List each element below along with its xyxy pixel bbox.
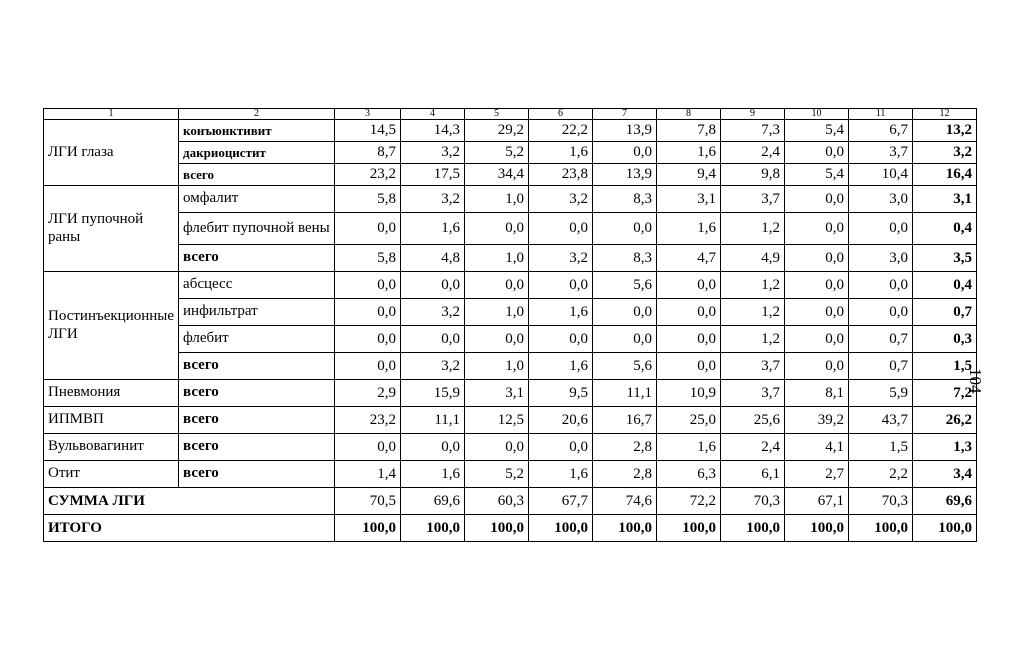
subcategory-label: всего <box>179 353 335 380</box>
value-cell: 2,8 <box>593 434 657 461</box>
value-cell: 3,5 <box>913 245 977 272</box>
value-cell: 4,7 <box>657 245 721 272</box>
subcategory-label: флебит пупочной вены <box>179 213 335 245</box>
table-row <box>44 407 977 434</box>
value-cell: 7,8 <box>657 120 721 142</box>
value-cell: 0,0 <box>335 213 401 245</box>
value-cell: 0,0 <box>849 299 913 326</box>
value-cell: 0,0 <box>401 326 465 353</box>
value-cell: 23,2 <box>335 164 401 186</box>
value-cell: 3,2 <box>401 299 465 326</box>
value-cell: 100,0 <box>849 515 913 542</box>
value-cell: 1,0 <box>465 299 529 326</box>
value-cell: 5,8 <box>335 245 401 272</box>
value-cell: 17,5 <box>401 164 465 186</box>
value-cell: 70,5 <box>335 488 401 515</box>
value-cell: 16,7 <box>593 407 657 434</box>
value-cell: 3,2 <box>401 142 465 164</box>
value-cell: 0,0 <box>785 186 849 213</box>
value-cell: 4,9 <box>721 245 785 272</box>
value-cell: 1,0 <box>465 353 529 380</box>
value-cell: 0,4 <box>913 213 977 245</box>
value-cell: 5,9 <box>849 380 913 407</box>
value-cell: 9,4 <box>657 164 721 186</box>
value-cell: 22,2 <box>529 120 593 142</box>
value-cell: 0,0 <box>849 272 913 299</box>
value-cell: 60,3 <box>465 488 529 515</box>
column-number-1: 1 <box>44 109 179 120</box>
subcategory-label: всего <box>179 245 335 272</box>
column-number-12: 12 <box>913 109 977 120</box>
value-cell: 5,4 <box>785 164 849 186</box>
value-cell: 16,4 <box>913 164 977 186</box>
value-cell: 0,0 <box>401 272 465 299</box>
value-cell: 0,0 <box>785 299 849 326</box>
value-cell: 0,0 <box>335 353 401 380</box>
column-number-11: 11 <box>849 109 913 120</box>
value-cell: 39,2 <box>785 407 849 434</box>
value-cell: 6,3 <box>657 461 721 488</box>
value-cell: 8,3 <box>593 186 657 213</box>
value-cell: 2,4 <box>721 434 785 461</box>
value-cell: 3,2 <box>401 186 465 213</box>
value-cell: 100,0 <box>401 515 465 542</box>
value-cell: 0,0 <box>785 353 849 380</box>
value-cell: 13,9 <box>593 120 657 142</box>
value-cell: 0,0 <box>785 272 849 299</box>
total-row <box>44 515 977 542</box>
table-row <box>44 380 977 407</box>
value-cell: 0,0 <box>593 142 657 164</box>
value-cell: 1,5 <box>913 353 977 380</box>
column-number-3: 3 <box>335 109 401 120</box>
group-label: ЛГИ глаза <box>44 120 179 186</box>
value-cell: 69,6 <box>401 488 465 515</box>
subcategory-label: омфалит <box>179 186 335 213</box>
value-cell: 25,0 <box>657 407 721 434</box>
value-cell: 0,0 <box>529 272 593 299</box>
value-cell: 4,8 <box>401 245 465 272</box>
column-number-5: 5 <box>465 109 529 120</box>
value-cell: 3,7 <box>721 380 785 407</box>
subcategory-label: конъюнктивит <box>179 120 335 142</box>
column-number-8: 8 <box>657 109 721 120</box>
column-number-6: 6 <box>529 109 593 120</box>
value-cell: 3,4 <box>913 461 977 488</box>
subcategory-label: дакриоцистит <box>179 142 335 164</box>
group-label: Отит <box>44 461 179 488</box>
value-cell: 5,6 <box>593 353 657 380</box>
value-cell: 0,0 <box>465 326 529 353</box>
value-cell: 1,6 <box>401 213 465 245</box>
header-row <box>44 109 977 120</box>
value-cell: 1,6 <box>657 434 721 461</box>
value-cell: 100,0 <box>657 515 721 542</box>
value-cell: 0,0 <box>593 299 657 326</box>
value-cell: 0,0 <box>785 326 849 353</box>
value-cell: 0,0 <box>401 434 465 461</box>
value-cell: 0,4 <box>913 272 977 299</box>
table-row <box>44 299 977 326</box>
value-cell: 0,0 <box>465 213 529 245</box>
value-cell: 1,2 <box>721 299 785 326</box>
value-cell: 0,0 <box>785 245 849 272</box>
table-row <box>44 326 977 353</box>
value-cell: 3,7 <box>849 142 913 164</box>
value-cell: 0,3 <box>913 326 977 353</box>
group-label: ИПМВП <box>44 407 179 434</box>
value-cell: 0,7 <box>849 326 913 353</box>
value-cell: 23,2 <box>335 407 401 434</box>
value-cell: 100,0 <box>721 515 785 542</box>
value-cell: 100,0 <box>529 515 593 542</box>
value-cell: 70,3 <box>721 488 785 515</box>
value-cell: 29,2 <box>465 120 529 142</box>
column-number-10: 10 <box>785 109 849 120</box>
value-cell: 3,0 <box>849 245 913 272</box>
value-cell: 0,0 <box>785 142 849 164</box>
table-row <box>44 461 977 488</box>
value-cell: 43,7 <box>849 407 913 434</box>
value-cell: 1,4 <box>335 461 401 488</box>
value-cell: 3,0 <box>849 186 913 213</box>
value-cell: 3,7 <box>721 186 785 213</box>
subcategory-label: флебит <box>179 326 335 353</box>
table-row <box>44 164 977 186</box>
value-cell: 0,0 <box>785 213 849 245</box>
value-cell: 0,0 <box>529 326 593 353</box>
value-cell: 70,3 <box>849 488 913 515</box>
value-cell: 1,0 <box>465 186 529 213</box>
value-cell: 3,2 <box>913 142 977 164</box>
value-cell: 11,1 <box>401 407 465 434</box>
value-cell: 7,3 <box>721 120 785 142</box>
value-cell: 14,3 <box>401 120 465 142</box>
subcategory-label: всего <box>179 461 335 488</box>
table-row <box>44 120 977 142</box>
value-cell: 4,1 <box>785 434 849 461</box>
column-number-2: 2 <box>179 109 335 120</box>
column-number-9: 9 <box>721 109 785 120</box>
column-number-7: 7 <box>593 109 657 120</box>
value-cell: 0,0 <box>593 213 657 245</box>
value-cell: 3,2 <box>401 353 465 380</box>
column-number-4: 4 <box>401 109 465 120</box>
value-cell: 9,8 <box>721 164 785 186</box>
value-cell: 0,7 <box>913 299 977 326</box>
table-row <box>44 213 977 245</box>
value-cell: 100,0 <box>335 515 401 542</box>
value-cell: 5,8 <box>335 186 401 213</box>
value-cell: 25,6 <box>721 407 785 434</box>
subcategory-label: инфильтрат <box>179 299 335 326</box>
table-row <box>44 186 977 213</box>
value-cell: 0,0 <box>529 434 593 461</box>
value-cell: 1,2 <box>721 326 785 353</box>
table-row <box>44 434 977 461</box>
value-cell: 2,2 <box>849 461 913 488</box>
value-cell: 0,0 <box>465 434 529 461</box>
value-cell: 1,0 <box>465 245 529 272</box>
value-cell: 100,0 <box>465 515 529 542</box>
value-cell: 0,0 <box>335 299 401 326</box>
value-cell: 67,1 <box>785 488 849 515</box>
value-cell: 3,1 <box>657 186 721 213</box>
group-label: Постинъекционные ЛГИ <box>44 272 179 380</box>
value-cell: 3,2 <box>529 245 593 272</box>
value-cell: 0,0 <box>849 213 913 245</box>
value-cell: 2,9 <box>335 380 401 407</box>
value-cell: 1,6 <box>529 299 593 326</box>
value-cell: 1,6 <box>657 213 721 245</box>
value-cell: 2,8 <box>593 461 657 488</box>
group-label: Вульвовагинит <box>44 434 179 461</box>
value-cell: 3,1 <box>913 186 977 213</box>
value-cell: 10,4 <box>849 164 913 186</box>
value-cell: 26,2 <box>913 407 977 434</box>
value-cell: 3,7 <box>721 353 785 380</box>
value-cell: 100,0 <box>785 515 849 542</box>
value-cell: 13,9 <box>593 164 657 186</box>
value-cell: 100,0 <box>593 515 657 542</box>
value-cell: 13,2 <box>913 120 977 142</box>
value-cell: 5,2 <box>465 461 529 488</box>
table-row <box>44 142 977 164</box>
table-row <box>44 245 977 272</box>
value-cell: 1,6 <box>401 461 465 488</box>
value-cell: 14,5 <box>335 120 401 142</box>
value-cell: 0,0 <box>335 272 401 299</box>
value-cell: 1,2 <box>721 213 785 245</box>
subcategory-label: всего <box>179 164 335 186</box>
value-cell: 2,7 <box>785 461 849 488</box>
value-cell: 2,4 <box>721 142 785 164</box>
value-cell: 72,2 <box>657 488 721 515</box>
value-cell: 1,6 <box>529 353 593 380</box>
value-cell: 69,6 <box>913 488 977 515</box>
value-cell: 3,2 <box>529 186 593 213</box>
subcategory-label: всего <box>179 380 335 407</box>
value-cell: 6,1 <box>721 461 785 488</box>
value-cell: 5,2 <box>465 142 529 164</box>
value-cell: 0,0 <box>529 213 593 245</box>
value-cell: 67,7 <box>529 488 593 515</box>
value-cell: 8,7 <box>335 142 401 164</box>
value-cell: 0,7 <box>849 353 913 380</box>
value-cell: 11,1 <box>593 380 657 407</box>
value-cell: 8,3 <box>593 245 657 272</box>
value-cell: 34,4 <box>465 164 529 186</box>
value-cell: 3,1 <box>465 380 529 407</box>
value-cell: 9,5 <box>529 380 593 407</box>
value-cell: 0,0 <box>335 434 401 461</box>
value-cell: 0,0 <box>465 272 529 299</box>
value-cell: 6,7 <box>849 120 913 142</box>
value-cell: 0,0 <box>335 326 401 353</box>
group-label: ЛГИ пупочной раны <box>44 186 179 272</box>
subcategory-label: всего <box>179 434 335 461</box>
subcategory-label: всего <box>179 407 335 434</box>
value-cell: 0,0 <box>657 299 721 326</box>
value-cell: 0,0 <box>657 326 721 353</box>
value-cell: 1,6 <box>529 142 593 164</box>
value-cell: 5,4 <box>785 120 849 142</box>
value-cell: 8,1 <box>785 380 849 407</box>
data-table <box>43 108 977 542</box>
total-label: СУММА ЛГИ <box>44 488 335 515</box>
value-cell: 0,0 <box>657 272 721 299</box>
value-cell: 12,5 <box>465 407 529 434</box>
value-cell: 10,9 <box>657 380 721 407</box>
value-cell: 1,5 <box>849 434 913 461</box>
total-row <box>44 488 977 515</box>
value-cell: 1,6 <box>529 461 593 488</box>
value-cell: 5,6 <box>593 272 657 299</box>
subcategory-label: абсцесс <box>179 272 335 299</box>
group-label: Пневмония <box>44 380 179 407</box>
value-cell: 20,6 <box>529 407 593 434</box>
value-cell: 0,0 <box>593 326 657 353</box>
value-cell: 7,2 <box>913 380 977 407</box>
value-cell: 0,0 <box>657 353 721 380</box>
value-cell: 1,2 <box>721 272 785 299</box>
table-row <box>44 353 977 380</box>
value-cell: 1,6 <box>657 142 721 164</box>
page-number: 104 <box>966 368 985 394</box>
total-label: ИТОГО <box>44 515 335 542</box>
value-cell: 100,0 <box>913 515 977 542</box>
value-cell: 74,6 <box>593 488 657 515</box>
table-row <box>44 272 977 299</box>
value-cell: 15,9 <box>401 380 465 407</box>
value-cell: 23,8 <box>529 164 593 186</box>
value-cell: 1,3 <box>913 434 977 461</box>
